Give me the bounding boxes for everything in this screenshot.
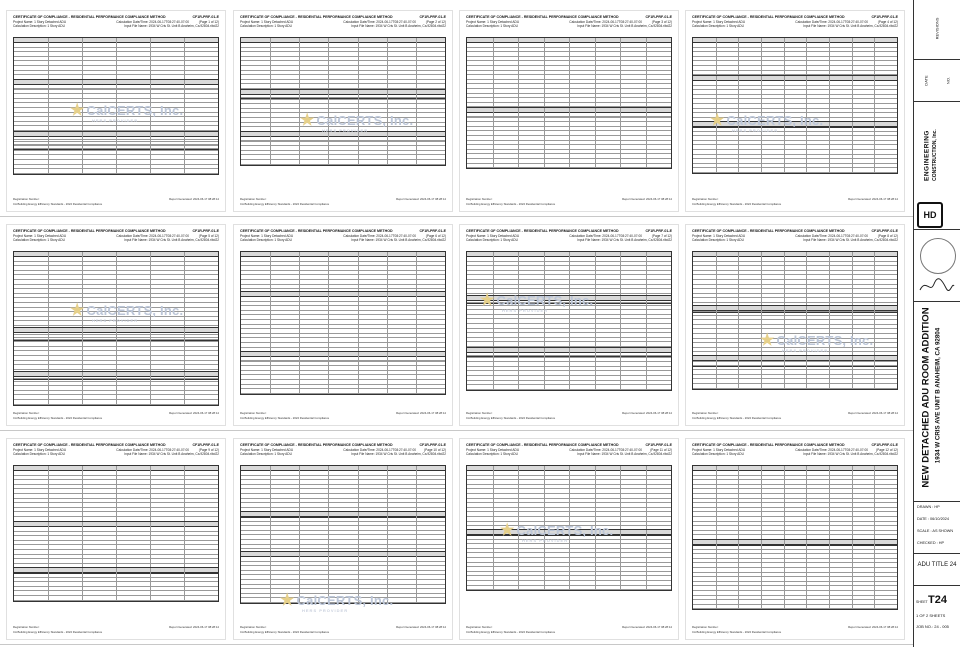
standards-note: CA Building Energy Efficiency Standards - 2022 Residential Compliance — [13, 416, 103, 420]
page-number: (Page 2 of 12) — [425, 20, 446, 24]
calc-datetime: Calculation Date/Time: 2024-06-17T08:27:40-07:00 — [116, 234, 189, 238]
form-code: CF1R-PRF-01-E — [419, 229, 446, 233]
report-generated: Report Generated: 2024-06-17 08:28:14 — [622, 197, 672, 201]
page-footer-registration — [692, 625, 898, 629]
star-icon: ★ — [280, 592, 295, 609]
report-generated: Report Generated: 2024-06-17 08:28:14 — [169, 411, 219, 415]
report-generated: Report Generated: 2024-06-17 08:28:14 — [622, 411, 672, 415]
input-file: Input File Name: 1934 W Cris St. Unit B Anaheim, Ca.92804.ribd22 — [577, 238, 672, 242]
report-generated: Report Generated: 2024-06-17 08:28:14 — [848, 625, 898, 629]
project-title: NEW DETACHED ADU ROOM ADDITION — [920, 307, 932, 488]
report-generated: Report Generated: 2024-06-17 08:28:14 — [848, 411, 898, 415]
page-title: CERTIFICATE OF COMPLIANCE - RESIDENTIAL PERFORMANCE COMPLIANCE METHOD — [692, 15, 845, 19]
form-code: CF1R-PRF-01-E — [419, 15, 446, 19]
input-file: Input File Name: 1934 W Cris St. Unit B Anaheim, Ca.92804.ribd22 — [124, 452, 219, 456]
calc-datetime: Calculation Date/Time: 2024-06-17T08:27:40-07:00 — [343, 20, 416, 24]
page-footer-registration — [466, 625, 672, 629]
page-title: CERTIFICATE OF COMPLIANCE - RESIDENTIAL PERFORMANCE COMPLIANCE METHOD — [240, 443, 393, 447]
input-file: Input File Name: 1934 W Cris St. Unit B Anaheim, Ca.92804.ribd22 — [577, 452, 672, 456]
form-code: CF1R-PRF-01-E — [192, 15, 219, 19]
calcerts-watermark — [500, 520, 613, 543]
compliance-page — [6, 438, 226, 640]
page-footer — [13, 630, 219, 634]
star-icon: ★ — [760, 332, 775, 349]
page-footer-registration — [466, 197, 672, 201]
watermark-sub: HERS PROVIDER — [732, 128, 779, 133]
report-generated: Report Generated: 2024-06-17 08:28:14 — [396, 197, 446, 201]
data-table — [466, 37, 672, 118]
sheet-label: SHEET — [916, 600, 928, 604]
calc-description: Calculation Description: 1 Story ADU — [13, 452, 65, 456]
data-table — [240, 465, 446, 518]
watermark-name: CalCERTS, Inc. — [776, 333, 874, 348]
project-name: Project Name: 1 Story Detached ADU — [240, 448, 294, 452]
page-footer-registration — [466, 411, 672, 415]
page-footer-registration — [240, 625, 446, 629]
registration-label: Registration Number: — [240, 625, 267, 629]
standards-note: CA Building Energy Efficiency Standards - 2022 Residential Compliance — [13, 202, 103, 206]
page-title: CERTIFICATE OF COMPLIANCE - RESIDENTIAL PERFORMANCE COMPLIANCE METHOD — [13, 443, 166, 447]
data-table — [692, 355, 898, 390]
drawing-scale: SCALE : AS SHOWN — [917, 529, 954, 533]
watermark-sub: HERS PROVIDER — [502, 308, 549, 313]
project-name: Project Name: 1 Story Detached ADU — [692, 448, 746, 452]
page-title: CERTIFICATE OF COMPLIANCE - RESIDENTIAL PERFORMANCE COMPLIANCE METHOD — [466, 15, 619, 19]
sheet-count: 1 OF 2 SHEETS — [916, 613, 946, 618]
engineer-seal — [920, 238, 956, 274]
form-code: CF1R-PRF-01-E — [192, 443, 219, 447]
sheet-name-cell — [914, 554, 960, 586]
compliance-page — [685, 224, 905, 426]
data-table — [13, 371, 219, 406]
data-table — [692, 539, 898, 610]
report-generated: Report Generated: 2024-06-17 08:28:14 — [396, 411, 446, 415]
drawn-by: DRAWN : HP — [917, 505, 940, 509]
calc-datetime: Calculation Date/Time: 2024-06-17T08:27:40-07:00 — [343, 234, 416, 238]
page-footer — [466, 416, 672, 420]
star-icon: ★ — [710, 112, 725, 129]
input-file: Input File Name: 1934 W Cris St. Unit B Anaheim, Ca.92804.ribd22 — [124, 238, 219, 242]
company-cell — [914, 102, 960, 230]
form-code: CF1R-PRF-01-E — [645, 229, 672, 233]
calc-description: Calculation Description: 1 Story ADU — [240, 24, 292, 28]
standards-note: CA Building Energy Efficiency Standards - 2022 Residential Compliance — [466, 630, 556, 634]
input-file: Input File Name: 1934 W Cris St. Unit B Anaheim, Ca.92804.ribd22 — [577, 24, 672, 28]
star-icon: ★ — [300, 112, 315, 129]
calc-description: Calculation Description: 1 Story ADU — [466, 238, 518, 242]
calc-datetime: Calculation Date/Time: 2024-06-17T08:27:40-07:00 — [116, 20, 189, 24]
input-file: Input File Name: 1934 W Cris St. Unit B Anaheim, Ca.92804.ribd22 — [803, 24, 898, 28]
page-footer-registration — [692, 197, 898, 201]
calcerts-watermark — [300, 110, 413, 133]
company-name-line2: CONSTRUCTION, Inc. — [932, 129, 938, 181]
page-number: (Page 9 of 12) — [198, 448, 219, 452]
input-file: Input File Name: 1934 W Cris St. Unit B Anaheim, Ca.92804.ribd22 — [803, 452, 898, 456]
form-code: CF1R-PRF-01-E — [192, 229, 219, 233]
page-footer-registration — [13, 625, 219, 629]
standards-note: CA Building Energy Efficiency Standards - 2022 Residential Compliance — [240, 630, 330, 634]
calc-datetime: Calculation Date/Time: 2024-06-17T08:27:40-07:00 — [343, 448, 416, 452]
form-code: CF1R-PRF-01-E — [419, 443, 446, 447]
calc-description: Calculation Description: 1 Story ADU — [13, 24, 65, 28]
form-code: CF1R-PRF-01-E — [871, 15, 898, 19]
watermark-sub: HERS PROVIDER — [302, 608, 349, 613]
data-table — [13, 521, 219, 574]
page-title: CERTIFICATE OF COMPLIANCE - RESIDENTIAL PERFORMANCE COMPLIANCE METHOD — [13, 15, 166, 19]
calcerts-watermark — [480, 290, 593, 313]
page-title: CERTIFICATE OF COMPLIANCE - RESIDENTIAL PERFORMANCE COMPLIANCE METHOD — [240, 15, 393, 19]
form-code: CF1R-PRF-01-E — [871, 443, 898, 447]
star-icon: ★ — [70, 102, 85, 119]
registration-label: Registration Number: — [466, 411, 493, 415]
standards-note: CA Building Energy Efficiency Standards - 2022 Residential Compliance — [13, 630, 103, 634]
data-table — [240, 351, 446, 395]
watermark-sub: HERS PROVIDER — [92, 118, 139, 123]
standards-note: CA Building Energy Efficiency Standards - 2022 Residential Compliance — [240, 202, 330, 206]
project-name: Project Name: 1 Story Detached ADU — [13, 20, 67, 24]
registration-label: Registration Number: — [13, 625, 40, 629]
calc-datetime: Calculation Date/Time: 2024-06-17T08:27:40-07:00 — [795, 448, 868, 452]
page-footer — [466, 630, 672, 634]
compliance-page — [459, 224, 679, 426]
project-name: Project Name: 1 Story Detached ADU — [692, 234, 746, 238]
data-table — [240, 251, 446, 295]
no-label: NO. — [945, 76, 951, 85]
project-title-cell — [914, 302, 960, 502]
page-title: CERTIFICATE OF COMPLIANCE - RESIDENTIAL PERFORMANCE COMPLIANCE METHOD — [13, 229, 166, 233]
compliance-page — [685, 438, 905, 640]
page-footer-registration — [240, 411, 446, 415]
watermark-sub: HERS PROVIDER — [92, 318, 139, 323]
project-name: Project Name: 1 Story Detached ADU — [13, 234, 67, 238]
table-row — [693, 384, 897, 389]
page-number: (Page 1 of 12) — [198, 20, 219, 24]
company-logo: HD — [917, 202, 943, 228]
calc-description: Calculation Description: 1 Story ADU — [466, 452, 518, 456]
page-title: CERTIFICATE OF COMPLIANCE - RESIDENTIAL PERFORMANCE COMPLIANCE METHOD — [692, 443, 845, 447]
calc-description: Calculation Description: 1 Story ADU — [240, 452, 292, 456]
checked-by: CHECKED : HP — [917, 541, 945, 545]
star-icon: ★ — [70, 302, 85, 319]
watermark-name: CalCERTS, Inc. — [316, 113, 414, 128]
standards-note: CA Building Energy Efficiency Standards - 2022 Residential Compliance — [692, 202, 782, 206]
calc-description: Calculation Description: 1 Story ADU — [692, 24, 744, 28]
registration-label: Registration Number: — [13, 197, 40, 201]
standards-note: CA Building Energy Efficiency Standards - 2022 Residential Compliance — [692, 416, 782, 420]
page-footer — [240, 202, 446, 206]
calcerts-watermark — [280, 590, 393, 613]
data-table — [466, 107, 672, 169]
drawing-date: DATE : 06/10/2024 — [917, 517, 950, 521]
input-file: Input File Name: 1934 W Cris St. Unit B Anaheim, Ca.92804.ribd22 — [351, 238, 446, 242]
revisions-label: REVISIONS — [934, 17, 940, 40]
form-code: CF1R-PRF-01-E — [645, 443, 672, 447]
page-number: (Page 12 of 12) — [876, 448, 898, 452]
watermark-name: CalCERTS, Inc. — [86, 303, 184, 318]
page-number: (Page 10 of 12) — [424, 448, 446, 452]
signature — [918, 276, 956, 296]
compliance-page — [233, 224, 453, 426]
input-file: Input File Name: 1934 W Cris St. Unit B Anaheim, Ca.92804.ribd22 — [803, 238, 898, 242]
data-table — [13, 567, 219, 602]
page-footer-registration — [692, 411, 898, 415]
page-number: (Page 7 of 12) — [651, 234, 672, 238]
page-title: CERTIFICATE OF COMPLIANCE - RESIDENTIAL PERFORMANCE COMPLIANCE METHOD — [240, 229, 393, 233]
row-divider — [0, 216, 913, 217]
page-footer — [692, 630, 898, 634]
stamp-cell — [914, 230, 960, 302]
registration-label: Registration Number: — [13, 411, 40, 415]
table-row — [241, 160, 445, 165]
project-name: Project Name: 1 Story Detached ADU — [692, 20, 746, 24]
calcerts-watermark — [70, 100, 183, 123]
watermark-name: CalCERTS, Inc. — [296, 593, 394, 608]
calc-description: Calculation Description: 1 Story ADU — [240, 238, 292, 242]
star-icon: ★ — [480, 292, 495, 309]
watermark-sub: HERS PROVIDER — [322, 128, 369, 133]
page-footer — [13, 202, 219, 206]
page-title: CERTIFICATE OF COMPLIANCE - RESIDENTIAL PERFORMANCE COMPLIANCE METHOD — [692, 229, 845, 233]
compliance-page — [459, 10, 679, 212]
project-name: Project Name: 1 Story Detached ADU — [466, 20, 520, 24]
sheet-name: ADU TITLE 24 — [917, 562, 957, 568]
table-row — [693, 605, 897, 610]
data-table — [466, 347, 672, 391]
job-number: JOB NO.: 24 - 005 — [916, 624, 949, 629]
drawing-info-cell — [914, 502, 960, 554]
standards-note: CA Building Energy Efficiency Standards - 2022 Residential Compliance — [466, 416, 556, 420]
company-name-line1: ENGINEERING — [923, 130, 931, 182]
data-table — [13, 465, 219, 527]
calc-description: Calculation Description: 1 Story ADU — [466, 24, 518, 28]
watermark-sub: HERS PROVIDER — [782, 348, 829, 353]
page-number: (Page 5 of 12) — [198, 234, 219, 238]
compliance-page — [6, 224, 226, 426]
project-name: Project Name: 1 Story Detached ADU — [240, 234, 294, 238]
sheet-number-cell — [914, 586, 960, 647]
report-generated: Report Generated: 2024-06-17 08:28:14 — [848, 197, 898, 201]
page-footer-registration — [240, 197, 446, 201]
page-footer — [240, 630, 446, 634]
table-row — [693, 168, 897, 173]
calcerts-watermark — [70, 300, 183, 323]
page-title: CERTIFICATE OF COMPLIANCE - RESIDENTIAL PERFORMANCE COMPLIANCE METHOD — [466, 443, 619, 447]
watermark-name: CalCERTS, Inc. — [496, 293, 594, 308]
calc-datetime: Calculation Date/Time: 2024-06-17T08:27:40-07:00 — [569, 448, 642, 452]
star-icon: ★ — [500, 522, 515, 539]
page-number: (Page 6 of 12) — [425, 234, 446, 238]
watermark-name: CalCERTS, Inc. — [516, 523, 614, 538]
calc-description: Calculation Description: 1 Story ADU — [13, 238, 65, 242]
data-table — [692, 465, 898, 546]
page-footer — [692, 202, 898, 206]
calc-datetime: Calculation Date/Time: 2024-06-17T08:27:40-07:00 — [116, 448, 189, 452]
watermark-name: CalCERTS, Inc. — [86, 103, 184, 118]
registration-label: Registration Number: — [692, 197, 719, 201]
input-file: Input File Name: 1934 W Cris St. Unit B Anaheim, Ca.92804.ribd22 — [351, 452, 446, 456]
page-footer — [692, 416, 898, 420]
page-number: (Page 11 of 12) — [650, 448, 672, 452]
row-divider — [0, 644, 913, 645]
revisions-cell — [914, 0, 960, 60]
title-block — [913, 0, 960, 647]
calcerts-watermark — [760, 330, 873, 353]
page-title: CERTIFICATE OF COMPLIANCE - RESIDENTIAL PERFORMANCE COMPLIANCE METHOD — [466, 229, 619, 233]
data-table — [692, 251, 898, 313]
calc-datetime: Calculation Date/Time: 2024-06-17T08:27:40-07:00 — [569, 234, 642, 238]
standards-note: CA Building Energy Efficiency Standards - 2022 Residential Compliance — [466, 202, 556, 206]
calc-datetime: Calculation Date/Time: 2024-06-17T08:27:40-07:00 — [795, 20, 868, 24]
data-table — [13, 131, 219, 175]
calc-description: Calculation Description: 1 Story ADU — [692, 452, 744, 456]
date-label: DATE — [923, 75, 929, 86]
standards-note: CA Building Energy Efficiency Standards - 2022 Residential Compliance — [240, 416, 330, 420]
registration-label: Registration Number: — [692, 625, 719, 629]
page-footer — [240, 416, 446, 420]
calcerts-watermark — [710, 110, 823, 133]
project-address: 1934 W CRIS AVE UNIT B ANAHEIM, CA 92804 — [934, 327, 942, 464]
data-table — [240, 131, 446, 166]
date-cell — [914, 60, 960, 102]
row-divider — [0, 430, 913, 431]
table-row — [241, 389, 445, 394]
watermark-sub: HERS PROVIDER — [522, 538, 569, 543]
page-number: (Page 8 of 12) — [877, 234, 898, 238]
form-code: CF1R-PRF-01-E — [871, 229, 898, 233]
page-footer — [466, 202, 672, 206]
project-name: Project Name: 1 Story Detached ADU — [466, 234, 520, 238]
registration-label: Registration Number: — [240, 197, 267, 201]
page-footer-registration — [13, 411, 219, 415]
report-generated: Report Generated: 2024-06-17 08:28:14 — [169, 625, 219, 629]
calc-datetime: Calculation Date/Time: 2024-06-17T08:27:40-07:00 — [569, 20, 642, 24]
project-name: Project Name: 1 Story Detached ADU — [466, 448, 520, 452]
watermark-name: CalCERTS, Inc. — [726, 113, 824, 128]
calc-datetime: Calculation Date/Time: 2024-06-17T08:27:40-07:00 — [795, 234, 868, 238]
page-number: (Page 4 of 12) — [877, 20, 898, 24]
project-name: Project Name: 1 Story Detached ADU — [240, 20, 294, 24]
data-table — [240, 511, 446, 555]
form-code: CF1R-PRF-01-E — [645, 15, 672, 19]
report-generated: Report Generated: 2024-06-17 08:28:14 — [396, 625, 446, 629]
input-file: Input File Name: 1934 W Cris St. Unit B Anaheim, Ca.92804.ribd22 — [351, 24, 446, 28]
registration-label: Registration Number: — [466, 197, 493, 201]
report-generated: Report Generated: 2024-06-17 08:28:14 — [169, 197, 219, 201]
sheet-number: T24 — [928, 594, 947, 606]
page-number: (Page 3 of 12) — [651, 20, 672, 24]
report-generated: Report Generated: 2024-06-17 08:28:14 — [622, 625, 672, 629]
standards-note: CA Building Energy Efficiency Standards - 2022 Residential Compliance — [692, 630, 782, 634]
page-footer-registration — [13, 197, 219, 201]
input-file: Input File Name: 1934 W Cris St. Unit B Anaheim, Ca.92804.ribd22 — [124, 24, 219, 28]
registration-label: Registration Number: — [692, 411, 719, 415]
calc-description: Calculation Description: 1 Story ADU — [692, 238, 744, 242]
project-name: Project Name: 1 Story Detached ADU — [13, 448, 67, 452]
registration-label: Registration Number: — [240, 411, 267, 415]
registration-label: Registration Number: — [466, 625, 493, 629]
page-footer — [13, 416, 219, 420]
